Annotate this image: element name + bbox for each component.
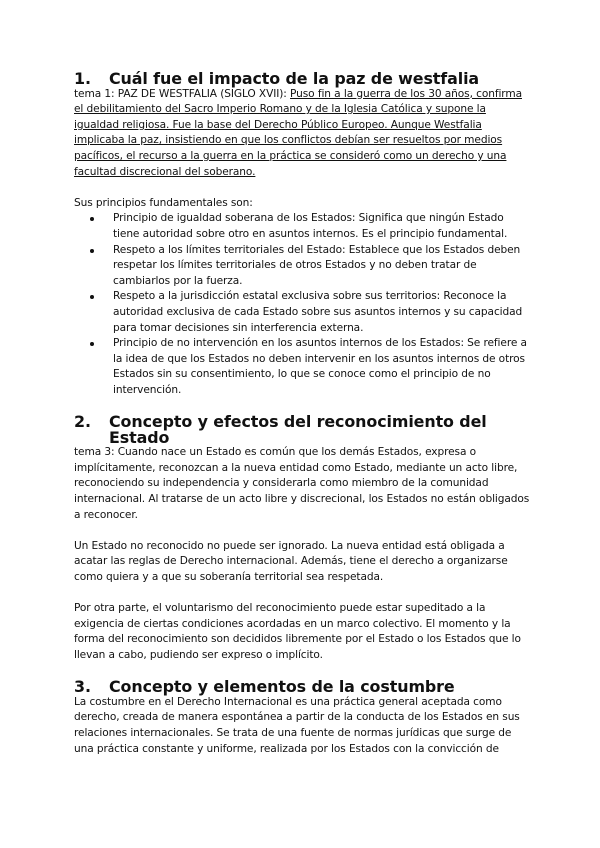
section-1-intro-label: tema 1: PAZ DE WESTFALIA (SIGLO XVII):	[74, 87, 291, 100]
list-item	[74, 243, 532, 290]
section-3-paragraph-1: La costumbre en el Derecho Internacional es una práctica general aceptada como derecho, creada de manera espontánea a partir de la conducta de los Estados en sus relaciones internacionales. Se trata de una fuente de normas jurídicas que surge de una práctica constante y uniforme, realizada por los Estados con la convicción de	[74, 695, 520, 755]
principle-text: Respeto a los límites territoriales del Estado: Establece que los Estados deben respetar los límites territoriales de otros Estados y no deben tratar de cambiarlos por la fuerza.	[113, 243, 521, 287]
list-item	[74, 211, 532, 242]
principle-text: Principio de no intervención en los asuntos internos de los Estados: Se refiere a la idea de que los Estados no deben intervenir en los asuntos internos de otros Estados sin su consentimiento, lo que se conoce como el principio de no intervención.	[113, 337, 527, 396]
section-2-paragraph-2: Un Estado no reconocido no puede ser ignorado. La nueva entidad está obligada a acatar las reglas de Derecho internacional. Además, tiene el derecho a organizarse como quiera y a que su soberanía territorial sea respetada.	[74, 539, 508, 583]
section-2-paragraph-1: tema 3: Cuando nace un Estado es común que los demás Estados, expresa o implícitamente, reconozcan a la nueva entidad como Estado, mediante un acto libre, reconociendo su independencia y considerarla como miembro de la comunidad internacional. Al tratarse de un acto libre y discrecional, los Estados no están obligados a reconocer.	[74, 446, 530, 521]
bullet-icon	[90, 249, 94, 253]
section-3-heading	[74, 679, 532, 695]
section-1-intro-underlined: Puso fin a la guerra de los 30 años, confirma el debilitamiento del Sacro Imperio Romano y de la Iglesia Católica y supone la igualdad religiosa. Fue la base del Derecho Público Europeo. Aunque Westfalia implicaba la paz, insistiendo en que los conflictos debían ser resueltos por medios pacíficos, el recurso a la guerra en la práctica se consideró como un derecho y una facultad discrecional del soberano.	[74, 87, 522, 178]
principles-list	[74, 211, 532, 398]
section-3-number: 3.	[74, 677, 91, 697]
principle-text: Respeto a la jurisdicción estatal exclusiva sobre sus territorios: Reconoce la autoridad exclusiva de cada Estado sobre sus asuntos internos y su capacidad para tomar decisiones sin interferencia externa.	[113, 290, 523, 334]
bullet-icon	[90, 342, 94, 346]
document-body	[74, 71, 532, 757]
principle-text: Principio de igualdad soberana de los Estados: Significa que ningún Estado tiene autoridad sobre otro en asuntos internos. Es el principio fundamental.	[113, 212, 508, 240]
bullet-icon	[90, 217, 94, 221]
section-1-title: Cuál fue el impacto de la paz de westfalia	[109, 69, 480, 88]
section-1-heading	[74, 71, 532, 87]
section-2-paragraph-3: Por otra parte, el voluntarismo del reconocimiento puede estar supeditado a la exigencia de ciertas condiciones acordadas en un marco colectivo. El momento y la forma del reconocimiento son decididos libremente por el Estado o los Estados que lo llevan a cabo, pudiendo ser expreso o implícito.	[74, 602, 521, 661]
section-2-number: 2.	[74, 412, 91, 432]
list-item	[74, 289, 532, 336]
section-3-title: Concepto y elementos de la costumbre	[109, 677, 455, 697]
bullet-icon	[90, 295, 94, 299]
list-item	[74, 336, 532, 398]
section-2-title: Concepto y efectos del reconocimiento del Estado	[109, 412, 487, 447]
section-2-heading	[74, 414, 532, 445]
section-1-intro	[74, 87, 532, 181]
principles-intro: Sus principios fundamentales son:	[74, 196, 253, 209]
section-1-number: 1.	[74, 69, 91, 88]
